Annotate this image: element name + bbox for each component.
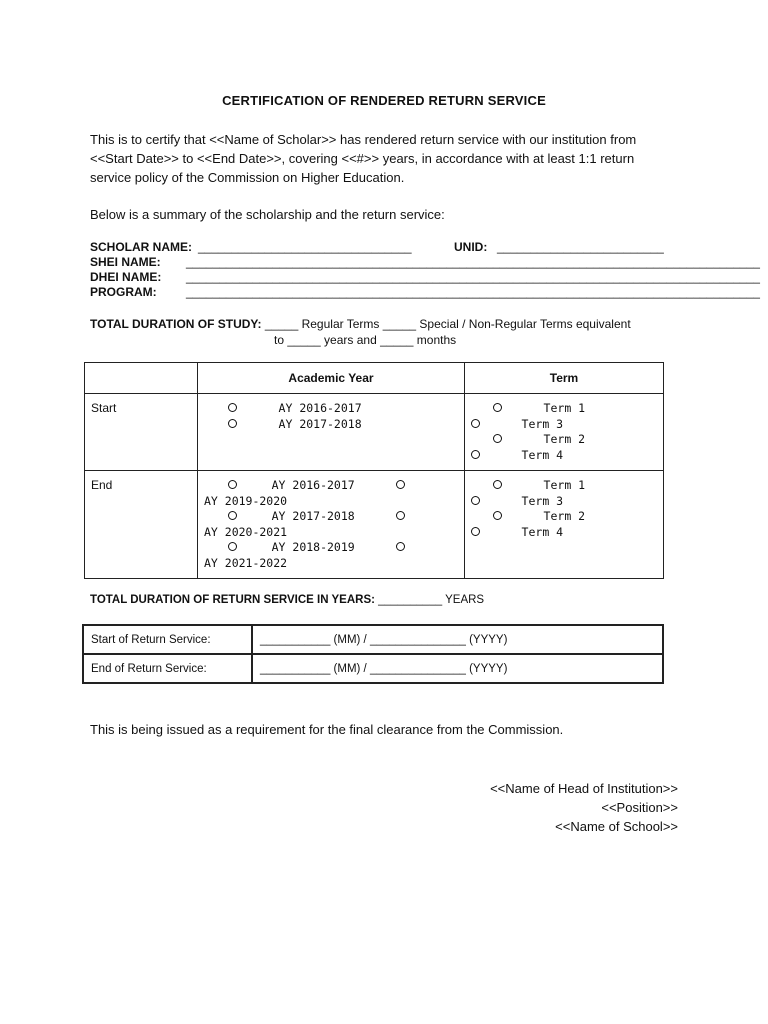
scholar-fields <box>90 240 760 300</box>
radio-end-term-4[interactable] <box>471 527 480 536</box>
shei-name-label: SHEI NAME: <box>90 255 161 269</box>
start-year-2: AY 2017-2018 <box>278 416 362 431</box>
start-return-service-label: Start of Return Service: <box>83 625 252 654</box>
radio-end-ay-5[interactable] <box>228 542 237 551</box>
signatory-block <box>490 779 678 836</box>
end-term-1: Term 1 <box>543 478 586 492</box>
start-row-label: Start <box>85 394 198 471</box>
dhei-name-label: DHEI NAME: <box>90 270 162 284</box>
intro-line-2: <<Start Date>> to <<End Date>>, covering <<#>> years, in accordance with at least 1:1 return <box>90 151 635 166</box>
start-term-3: Term 3 <box>521 416 564 431</box>
end-return-service-field[interactable]: ___________ (MM) / _______________ (YYYY) <box>252 654 663 683</box>
radio-end-ay-3[interactable] <box>228 511 237 520</box>
unid-label: UNID: <box>454 240 488 254</box>
school-name: <<Name of School>> <box>555 819 678 834</box>
radio-start-term-3[interactable] <box>471 419 480 428</box>
end-year-options <box>198 471 465 579</box>
start-term-1: Term 1 <box>543 401 586 415</box>
radio-start-term-2[interactable] <box>493 434 502 443</box>
end-year-3: AY 2017-2018 <box>271 509 355 523</box>
program-field[interactable]: ______________________________________________________________________________________ <box>186 285 760 299</box>
radio-end-ay-1[interactable] <box>228 480 237 489</box>
academic-term-table <box>84 362 664 579</box>
table-corner <box>85 363 198 394</box>
start-term-2: Term 2 <box>543 432 586 446</box>
start-term-options <box>465 394 664 471</box>
scholar-name-label: SCHOLAR NAME: <box>90 240 192 254</box>
signatory-position: <<Position>> <box>601 800 678 815</box>
dhei-name-field[interactable]: ______________________________________________________________________________________ <box>186 270 760 284</box>
radio-start-term-4[interactable] <box>471 450 480 459</box>
radio-end-ay-6[interactable] <box>396 542 405 551</box>
study-duration-label: TOTAL DURATION OF STUDY: <box>90 317 262 331</box>
end-term-2: Term 2 <box>543 509 586 523</box>
end-return-service-label: End of Return Service: <box>83 654 252 683</box>
start-return-service-field[interactable]: ___________ (MM) / _______________ (YYYY) <box>252 625 663 654</box>
intro-line-3: service policy of the Commission on Higher Education. <box>90 170 405 185</box>
radio-start-term-1[interactable] <box>493 403 502 412</box>
intro-line-1: This is to certify that <<Name of Scholar>> has rendered return service with our institution from <box>90 132 637 147</box>
study-duration <box>90 316 690 348</box>
end-term-options <box>465 471 664 579</box>
scholar-name-field[interactable]: ________________________________ <box>198 240 412 254</box>
start-year-1: AY 2016-2017 <box>278 401 362 415</box>
radio-end-term-2[interactable] <box>493 511 502 520</box>
shei-name-field[interactable]: ______________________________________________________________________________________ <box>186 255 760 269</box>
radio-end-ay-4[interactable] <box>396 511 405 520</box>
certification-paragraph <box>90 130 690 187</box>
return-service-duration <box>90 594 484 606</box>
program-label: PROGRAM: <box>90 285 157 299</box>
summary-intro: Below is a summary of the scholarship and the return service: <box>90 207 445 222</box>
academic-year-header: Academic Year <box>198 363 465 394</box>
end-year-1: AY 2016-2017 <box>271 478 355 492</box>
closing-statement: This is being issued as a requirement for the final clearance from the Commission. <box>90 722 564 737</box>
document-title: CERTIFICATION OF RENDERED RETURN SERVICE <box>222 93 546 108</box>
radio-start-ay-1[interactable] <box>228 403 237 412</box>
end-year-4: AY 2020-2021 <box>204 524 288 539</box>
return-service-duration-label: TOTAL DURATION OF RETURN SERVICE IN YEARS: <box>90 594 375 606</box>
radio-end-term-3[interactable] <box>471 496 480 505</box>
return-service-table <box>82 624 664 684</box>
end-term-4: Term 4 <box>521 524 564 539</box>
term-header: Term <box>465 363 664 394</box>
radio-end-ay-2[interactable] <box>396 480 405 489</box>
head-of-institution: <<Name of Head of Institution>> <box>490 781 678 796</box>
study-duration-line-1: _____ Regular Terms _____ Special / Non-Regular Terms equivalent <box>261 317 631 331</box>
return-service-duration-line: __________ YEARS <box>374 594 485 606</box>
start-term-4: Term 4 <box>521 447 564 462</box>
study-duration-line-2: to _____ years and _____ months <box>274 333 457 347</box>
end-year-6: AY 2021-2022 <box>204 555 288 570</box>
radio-start-ay-2[interactable] <box>228 419 237 428</box>
unid-field[interactable]: _________________________ <box>497 240 664 254</box>
end-year-2: AY 2019-2020 <box>204 493 288 508</box>
end-row-label: End <box>85 471 198 579</box>
end-year-5: AY 2018-2019 <box>271 540 355 554</box>
radio-end-term-1[interactable] <box>493 480 502 489</box>
start-year-options <box>198 394 465 471</box>
end-term-3: Term 3 <box>521 493 564 508</box>
